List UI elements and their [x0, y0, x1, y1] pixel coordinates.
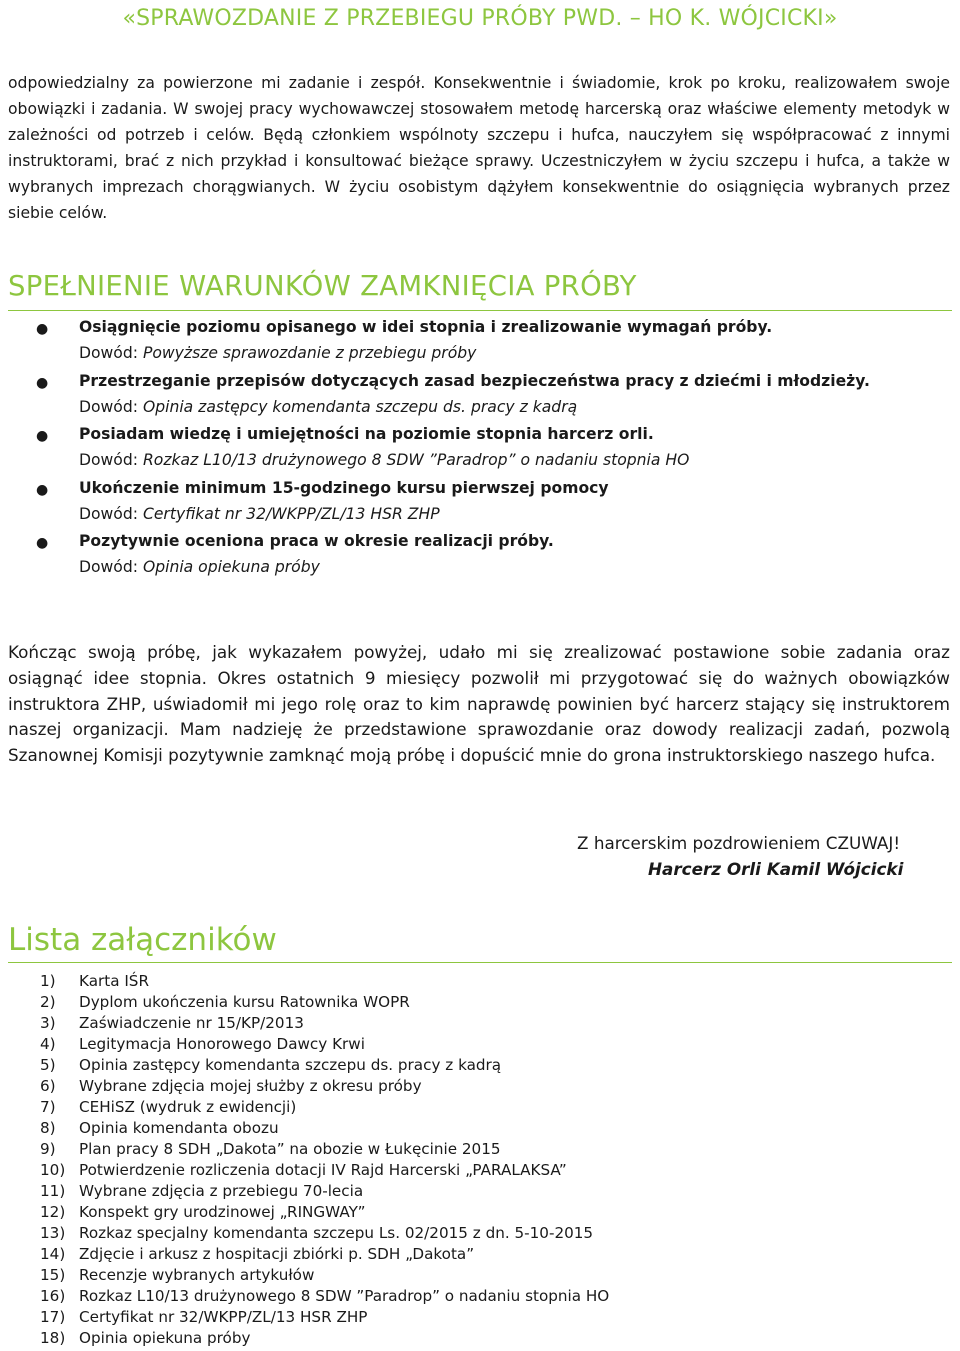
bullet-icon: ●: [36, 481, 49, 498]
attachment-text: Dyplom ukończenia kursu Ratownika WOPR: [79, 993, 410, 1011]
attachment-text: Zaświadczenie nr 15/KP/2013: [79, 1014, 304, 1032]
condition-item: [0, 528, 960, 582]
attachment-text: Recenzje wybranych artykułów: [79, 1266, 315, 1284]
condition-proof: [79, 394, 577, 420]
attachment-text: Rozkaz L10/13 drużynowego 8 SDW ”Paradrop” o nadaniu stopnia HO: [79, 1287, 610, 1305]
condition-title: Pozytywnie oceniona praca w okresie realizacji próby.: [79, 532, 554, 550]
attachment-text: Opinia opiekuna próby: [79, 1329, 251, 1347]
closing-line: oraz osiągnąć idee stopnia. Okres ostatnich 9 miesięcy pozwolił mi przygotować się do ważnych: [8, 642, 950, 688]
attachment-item: [0, 1244, 960, 1265]
attachment-text: Zdjęcie i arkusz z hospitacji zbiórki p. SDH „Dakota”: [79, 1245, 475, 1263]
attachment-number: 9): [40, 1140, 56, 1158]
condition-item: [0, 475, 960, 529]
attachment-item: [0, 1076, 960, 1097]
attachment-text: Wybrane zdjęcia z przebiegu 70-lecia: [79, 1182, 364, 1200]
proof-document: Opinia opiekuna próby: [142, 558, 320, 576]
attachment-text: Opinia komendanta obozu: [79, 1119, 279, 1137]
attachment-number: 17): [40, 1308, 66, 1326]
closing-line: się instruktorem naszej organizacji. Mam nadzieję że przedstawione sprawozdanie oraz dowody realizacji: [8, 693, 950, 740]
attachment-text: Plan pracy 8 SDH „Dakota” na obozie w Łukęcinie 2015: [79, 1140, 501, 1158]
attachments-divider: [8, 962, 952, 963]
intro-line: odpowiedzialny za powierzone mi zadanie i zespół. Konsekwentnie i świadomie, krok po kroku,: [8, 74, 787, 92]
intro-line: sprawy. Uczestniczyłem w życiu szczepu i hufca, a także w wybranych imprezach chorągwianych. W życiu: [8, 152, 950, 196]
bullet-icon: ●: [36, 374, 49, 391]
intro-line: oraz właściwe elementy metodyk w zależności od potrzeb i celów. Będą członkiem wspólnoty szczepu: [8, 100, 950, 144]
attachment-number: 14): [40, 1245, 66, 1263]
attachment-text: Wybrane zdjęcia mojej służby z okresu próby: [79, 1077, 422, 1095]
attachments-title: Lista załączników: [8, 922, 277, 958]
condition-item: [0, 421, 960, 475]
attachment-number: 10): [40, 1161, 66, 1179]
intro-paragraph: [8, 70, 950, 226]
bullet-icon: ●: [36, 321, 49, 337]
conditions-list: [0, 314, 960, 582]
signature-name: Harcerz Orli Kamil Wójcicki: [648, 859, 904, 879]
proof-document: Rozkaz L10/13 drużynowego 8 SDW ”Paradrop” o nadaniu stopnia HO: [142, 451, 690, 469]
attachment-number: 5): [40, 1056, 56, 1074]
attachment-number: 11): [40, 1182, 66, 1200]
attachment-number: 12): [40, 1203, 66, 1221]
proof-label: Dowód:: [79, 344, 143, 362]
condition-title: Przestrzeganie przepisów dotyczących zasad bezpieczeństwa pracy z dziećmi i młodzieży.: [79, 371, 870, 390]
attachment-item: [0, 1223, 960, 1244]
attachment-item: [0, 1097, 960, 1118]
closing-paragraph: [8, 640, 950, 769]
attachment-item: [0, 1202, 960, 1223]
section-divider: [8, 310, 952, 311]
attachment-item: [0, 1307, 960, 1328]
attachment-number: 18): [40, 1329, 66, 1347]
attachment-text: Potwierdzenie rozliczenia dotacji IV Rajd Harcerski „PARALAKSA”: [79, 1161, 567, 1179]
intro-line: i hufca, nauczyłem się współpracować z innymi instruktorami, brać z nich przykład i konsultować bieżące: [8, 126, 951, 170]
attachment-number: 6): [40, 1077, 56, 1095]
attachment-number: 2): [40, 993, 56, 1011]
attachment-text: Legitymacja Honorowego Dawcy Krwi: [79, 1035, 365, 1053]
bullet-icon: ●: [36, 535, 49, 551]
attachment-number: 4): [40, 1035, 56, 1053]
page-header: «SPRAWOZDANIE Z PRZEBIEGU PRÓBY PWD. – HO K. WÓJCICKI»: [122, 6, 838, 31]
proof-label: Dowód:: [79, 451, 143, 469]
attachment-text: Rozkaz specjalny komendanta szczepu Ls. 02/2015 z dn. 5-10-2015: [79, 1224, 594, 1242]
attachment-number: 15): [40, 1266, 66, 1284]
attachment-item: [0, 1013, 960, 1034]
closing-line: Kończąc swoją próbę, jak wykazałem powyżej, udało mi się zrealizować postawione sobie zadania: [8, 642, 903, 662]
condition-item: [0, 368, 960, 422]
attachment-text: CEHiSZ (wydruk z ewidencji): [79, 1098, 297, 1116]
condition-title: Osiągnięcie poziomu opisanego w idei stopnia i zrealizowanie wymagań próby.: [79, 318, 773, 336]
proof-label: Dowód:: [79, 504, 143, 523]
attachment-text: Konspekt gry urodzinowej „RINGWAY”: [79, 1203, 366, 1221]
section-title: SPEŁNIENIE WARUNKÓW ZAMKNIĘCIA PRÓBY: [8, 270, 637, 302]
proof-document: Opinia zastępcy komendanta szczepu ds. pracy z kadrą: [142, 397, 578, 416]
attachment-item: [0, 1265, 960, 1286]
attachment-item: [0, 1181, 960, 1202]
attachment-item: [0, 971, 960, 992]
condition-proof: [79, 447, 689, 473]
intro-line: osobistym dążyłem konsekwentnie do osiągnięcia wybranych przez siebie celów.: [8, 178, 950, 222]
condition-title: Ukończenie minimum 15-godzinego kursu pierwszej pomocy: [79, 478, 609, 497]
proof-label: Dowód:: [79, 397, 143, 416]
condition-proof: [79, 340, 476, 366]
attachment-number: 16): [40, 1287, 66, 1305]
attachment-item: [0, 1034, 960, 1055]
condition-proof: [79, 501, 440, 527]
bullet-icon: ●: [36, 428, 49, 444]
attachment-number: 8): [40, 1119, 56, 1137]
intro-line: realizowałem swoje obowiązki i zadania. W swojej pracy wychowawczej stosowałem metodę harcerską: [8, 74, 951, 118]
attachment-number: 7): [40, 1098, 56, 1116]
attachment-item: [0, 1055, 960, 1076]
attachment-text: Karta IŚR: [79, 972, 150, 990]
closing-line: zadań, pozwolą Szanownej Komisji pozytywnie zamknąć moją próbę i dopuścić mnie do grona: [8, 719, 951, 766]
closing-line: obowiązków instruktora ZHP, uświadomił mi jego rolę oraz to kim naprawdę powinien być harcerz stający: [8, 667, 950, 714]
attachment-item: [0, 1328, 960, 1349]
condition-title: Posiadam wiedzę i umiejętności na poziomie stopnia harcerz orli.: [79, 425, 654, 443]
attachment-item: [0, 1139, 960, 1160]
signature-greeting: Z harcerskim pozdrowieniem CZUWAJ!: [577, 833, 901, 853]
attachment-text: Opinia zastępcy komendanta szczepu ds. pracy z kadrą: [79, 1056, 502, 1074]
attachment-item: [0, 992, 960, 1013]
attachment-item: [0, 1118, 960, 1139]
attachment-text: Certyfikat nr 32/WKPP/ZL/13 HSR ZHP: [79, 1308, 368, 1326]
attachment-item: [0, 1160, 960, 1181]
attachments-list: [0, 971, 960, 1349]
attachment-number: 1): [40, 972, 56, 990]
closing-line: instruktorskiego naszego hufca.: [666, 745, 936, 766]
condition-proof: [79, 554, 320, 580]
proof-document: Powyższe sprawozdanie z przebiegu próby: [142, 344, 477, 362]
attachment-number: 3): [40, 1014, 56, 1032]
condition-item: [0, 314, 960, 368]
attachment-item: [0, 1286, 960, 1307]
proof-document: Certyfikat nr 32/WKPP/ZL/13 HSR ZHP: [142, 504, 440, 523]
attachment-number: 13): [40, 1224, 66, 1242]
proof-label: Dowód:: [79, 558, 143, 576]
